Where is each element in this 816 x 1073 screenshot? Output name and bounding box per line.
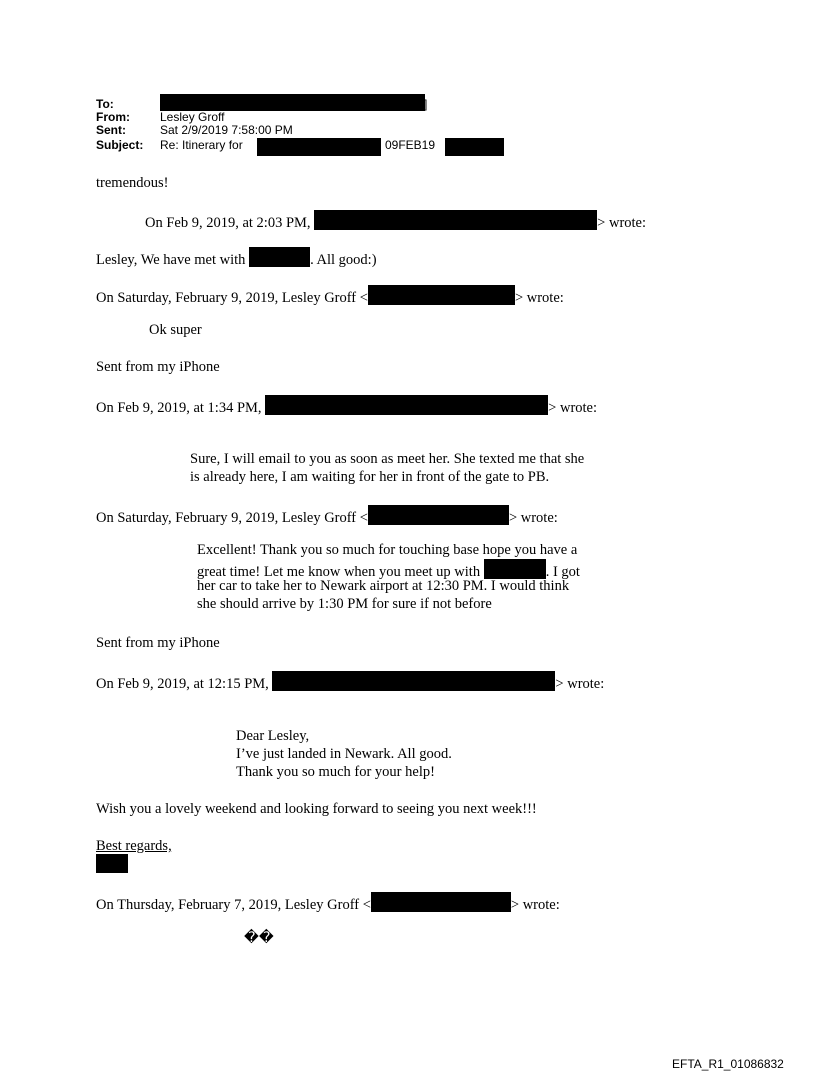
quote-header-1-suffix: > wrote: xyxy=(597,215,647,231)
to-label: To: xyxy=(96,97,114,111)
excellent-2-prefix: great time! Let me know when you meet up with xyxy=(197,564,481,580)
replacement-glyphs: �� xyxy=(244,930,274,946)
to-bracket: ] xyxy=(424,97,428,111)
body-line-met-prefix: Lesley, We have met with xyxy=(96,252,246,268)
body-line-best-regards xyxy=(96,837,172,855)
subject-redaction-2 xyxy=(445,138,504,156)
subject-prefix: Re: Itinerary for xyxy=(160,138,243,152)
quote-header-2-suffix: > wrote: xyxy=(514,290,564,306)
subject-middle: 09FEB19 xyxy=(385,138,436,152)
redaction xyxy=(265,395,548,415)
from-value: Lesley Groff xyxy=(160,110,225,124)
quote-header-6-prefix: On Thursday, February 7, 2019, Lesley Groff < xyxy=(96,897,371,913)
body-line-thanks: Thank you so much for your help! xyxy=(236,764,435,780)
subject-label: Subject: xyxy=(96,138,144,152)
to-redaction xyxy=(160,94,428,111)
body-line-excellent-1 xyxy=(197,541,577,559)
quote-header-1 xyxy=(145,210,646,232)
signature-redaction xyxy=(96,854,128,873)
body-line-excellent-3: her car to take her to Newark airport at 12:30 PM. I would think xyxy=(197,578,570,594)
sent-from-iphone-2: Sent from my iPhone xyxy=(96,635,220,651)
body-line-tremendous: tremendous! xyxy=(96,175,169,191)
quote-header-2-prefix: On Saturday, February 9, 2019, Lesley Groff < xyxy=(96,290,368,306)
excellent-2-suffix: . I got xyxy=(545,564,580,580)
body-line-sure-1: Sure, I will email to you as soon as meet her. She texted me that she xyxy=(190,451,585,467)
document-id: EFTA_R1_01086832 xyxy=(672,1057,784,1071)
quote-header-3 xyxy=(96,395,597,417)
body-line-landed: I’ve just landed in Newark. All good. xyxy=(236,746,452,762)
quote-header-4 xyxy=(96,505,558,527)
quote-header-5-prefix: On Feb 9, 2019, at 12:15 PM, xyxy=(96,676,269,692)
redaction xyxy=(314,210,597,230)
quote-header-5-suffix: > wrote: xyxy=(555,676,605,692)
redaction xyxy=(249,247,310,267)
redaction xyxy=(371,892,511,912)
body-line-dear: Dear Lesley, xyxy=(236,728,310,744)
redaction xyxy=(272,671,555,691)
best-regards-text: Best regards, xyxy=(96,838,172,854)
quote-header-4-prefix: On Saturday, February 9, 2019, Lesley Groff < xyxy=(96,510,368,526)
redaction xyxy=(368,505,509,525)
body-line-sure-2: is already here, I am waiting for her in front of the gate to PB. xyxy=(190,469,550,485)
redaction xyxy=(368,285,515,305)
quote-header-2 xyxy=(96,285,564,307)
sent-value: Sat 2/9/2019 7:58:00 PM xyxy=(160,123,293,137)
quote-header-6-suffix: > wrote: xyxy=(510,897,560,913)
quote-header-6 xyxy=(96,892,560,914)
from-label: From: xyxy=(96,110,130,124)
body-line-excellent-4: she should arrive by 1:30 PM for sure if not before xyxy=(197,596,492,612)
redaction xyxy=(484,559,546,579)
quote-header-4-suffix: > wrote: xyxy=(508,510,558,526)
body-line-ok-super: Ok super xyxy=(149,322,202,338)
quote-header-3-suffix: > wrote: xyxy=(548,400,598,416)
subject-redaction-1 xyxy=(257,138,381,156)
quote-header-3-prefix: On Feb 9, 2019, at 1:34 PM, xyxy=(96,400,262,416)
body-line-wish: Wish you a lovely weekend and looking forward to seeing you next week!!! xyxy=(96,801,537,817)
sent-from-iphone-1: Sent from my iPhone xyxy=(96,359,220,375)
quote-header-5 xyxy=(96,671,604,693)
quote-header-1-prefix: On Feb 9, 2019, at 2:03 PM, xyxy=(145,215,311,231)
body-line-met xyxy=(96,247,377,269)
body-line-met-suffix: . All good:) xyxy=(310,252,377,268)
excellent-1-text: Excellent! Thank you so much for touching base hope you have a xyxy=(197,542,578,558)
sent-label: Sent: xyxy=(96,123,126,137)
